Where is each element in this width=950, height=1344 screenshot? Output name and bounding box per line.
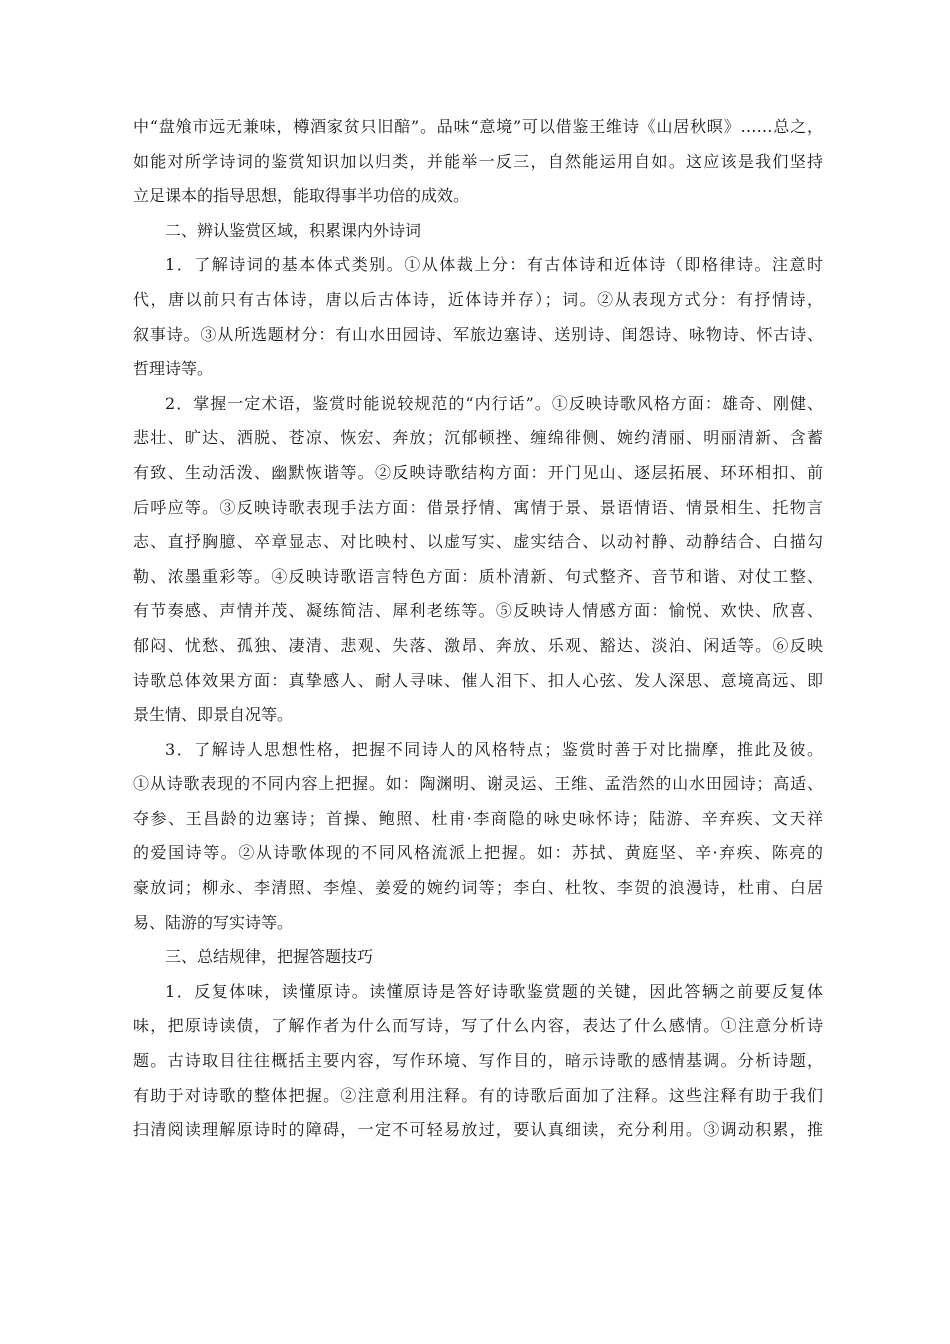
text-line: 有助于对诗歌的整体把握。②注意利用注释。有的诗歌后面加了注释。这些注释有助于我们 bbox=[133, 1085, 823, 1105]
text-line: ①从诗歌表现的不同内容上把握。如：陶渊明、谢灵运、王维、孟浩然的山水田园诗；高适、 bbox=[133, 774, 823, 794]
text-line: 如能对所学诗词的鉴赏知识加以归类，并能举一反三，自然能运用自如。这应该是我们坚持 bbox=[133, 151, 823, 171]
text-line: 的爱国诗等。②从诗歌体现的不同风格流派上把握。如：苏拭、黄庭坚、辛·弃疾、陈亮的 bbox=[133, 843, 823, 863]
text-line: 景生情、即景自况等。 bbox=[133, 705, 294, 725]
text-line: 有节奏感、声情并茂、凝练简洁、犀利老练等。⑤反映诗人情感方面：愉悦、欢快、欣喜、 bbox=[133, 601, 823, 621]
text-line: 扫清阅读理解原诗时的障碍，一定不可轻易放过，要认真细读，充分利用。③调动积累，推 bbox=[133, 1120, 823, 1140]
text-line: 叙事诗。③从所选题材分：有山水田园诗、军旅边塞诗、送别诗、闺怨诗、咏物诗、怀古诗、 bbox=[133, 324, 823, 344]
text-line: 哲理诗等。 bbox=[133, 359, 214, 379]
text-line: 勒、浓墨重彩等。④反映诗歌语言特色方面：质朴清新、句式整齐、音节和谐、对仗工整、 bbox=[133, 566, 823, 586]
text-line: 志、直抒胸臆、卒章显志、对比映村、以虚写实、虚实结合、以动衬静、动静结合、白描勾 bbox=[133, 532, 823, 552]
text-line: 2．掌握一定术语，鉴赏时能说较规范的“内行话”。①反映诗歌风格方面：雄奇、刚健、 bbox=[165, 393, 823, 413]
text-line: 代，唐以前只有古体诗，唐以后古体诗，近体诗并存）；词。②从表现方式分：有抒情诗， bbox=[133, 289, 823, 309]
text-line: 郁闷、忧愁、孤独、凄清、悲观、失落、激昂、奔放、乐观、豁达、淡泊、闲适等。⑥反映 bbox=[133, 635, 823, 655]
text-line: 豪放词；柳永、李清照、李煌、姜爱的婉约词等；李白、杜牧、李贺的浪漫诗，杜甫、白居 bbox=[133, 878, 823, 898]
text-line: 有致、生动活泼、幽默恢谐等。②反映诗歌结构方面：开门见山、逐层拓展、环环相扣、前 bbox=[133, 462, 823, 482]
text-line: 三、总结规律，把握答题技巧 bbox=[165, 947, 374, 967]
text-line: 题。古诗取目往往概括主要内容，写作环境、写作目的，暗示诗歌的感情基调。分析诗题， bbox=[133, 1051, 823, 1071]
text-line: 立足课本的指导思想，能取得事半功倍的成效。 bbox=[133, 186, 470, 206]
text-line: 1．反复体味，读懂原诗。读懂原诗是答好诗歌鉴赏题的关键，因此答辆之前要反复体 bbox=[165, 981, 823, 1001]
text-line: 1．了解诗词的基本体式类别。①从体裁上分：有古体诗和近体诗（即格律诗。注意时 bbox=[165, 255, 823, 275]
text-line: 易、陆游的写实诗等。 bbox=[133, 912, 294, 932]
text-line: 味，把原诗读债，了解作者为什么而写诗，写了什么内容，表达了什么感情。①注意分析诗 bbox=[133, 1016, 823, 1036]
text-line: 诗歌总体效果方面：真挚感人、耐人寻味、催人泪下、扣人心弦、发人深思、意境高远、即 bbox=[133, 670, 823, 690]
text-line: 后呼应等。③反映诗歌表现手法方面：借景抒情、寓情于景、景语情语、情景相生、托物言 bbox=[133, 497, 823, 517]
document-body bbox=[133, 110, 823, 1148]
text-line: 夺参、王昌龄的边塞诗；首操、鲍照、杜甫·李商隐的咏史咏怀诗；陆游、辛弃疾、文天祥 bbox=[133, 808, 823, 828]
text-line: 悲壮、旷达、洒脱、苍凉、恢宏、奔放；沉郁顿挫、缠绵徘侧、婉约清丽、明丽清新、含蓄 bbox=[133, 428, 823, 448]
text-line: 中“盘飧市远无兼味，樽酒家贫只旧醅”。品味“意境”可以借鉴王维诗《山居秋暝》……总之， bbox=[133, 117, 823, 136]
text-line: 3．了解诗人思想性格，把握不同诗人的风格特点；鉴赏时善于对比揣摩，推此及彼。 bbox=[165, 739, 823, 759]
text-line: 二、辨认鉴赏区域，积累课内外诗词 bbox=[165, 220, 422, 240]
